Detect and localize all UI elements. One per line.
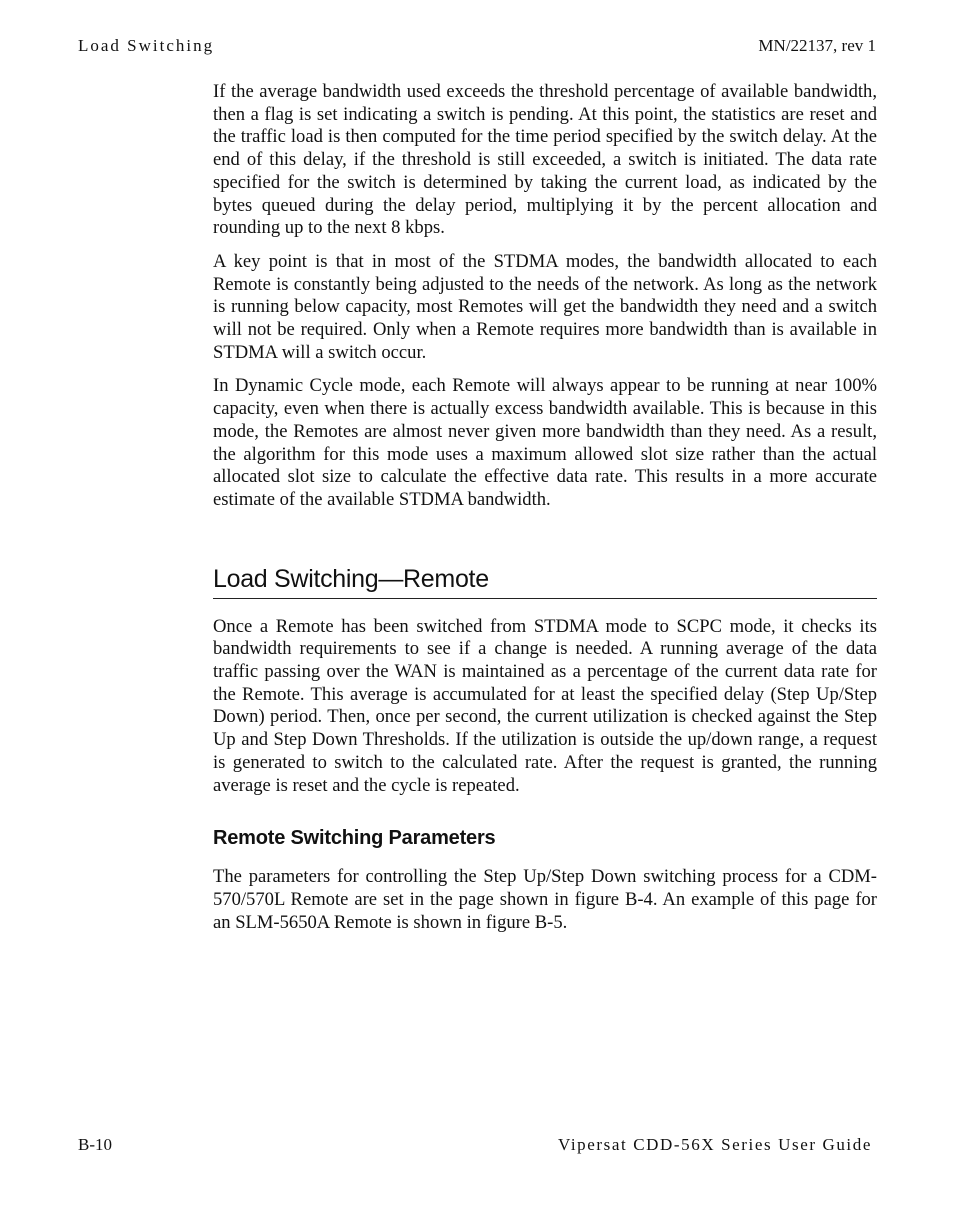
- running-head-section: Load Switching: [78, 36, 215, 55]
- running-head-doc-number: MN/22137, rev 1: [758, 36, 876, 55]
- section-heading-load-switching-remote: Load Switching—Remote: [213, 564, 877, 599]
- subsection-heading-remote-switching-parameters: Remote Switching Parameters: [213, 827, 496, 850]
- paragraph-dynamic-cycle: In Dynamic Cycle mode, each Remote will always appear to be running at near 100% capacity, even when there is actually excess bandwidth available. This is because in this mode, the Remotes are almost never given more bandwidth than they need. As a result, the algorithm for this mode uses a maximum allowed slot size rather than the actual allocated slot size to calculate the effective data rate. This results in a more accurate estimate of the available STDMA bandwidth.: [213, 375, 877, 510]
- page-content: [213, 81, 877, 945]
- page-number: B-10: [78, 1135, 112, 1154]
- paragraph-stdma-key-point: A key point is that in most of the STDMA modes, the bandwidth allocated to each Remote is constantly being adjusted to the needs of the network. As long as the network is running below capacity, most Remotes will get the bandwidth they need and a switch will not be required. Only when a Remote requires more bandwidth than is available in STDMA will a switch occur.: [213, 250, 877, 363]
- footer-doc-title: Vipersat CDD-56X Series User Guide: [558, 1135, 872, 1154]
- paragraph-threshold: If the average bandwidth used exceeds the threshold percentage of available bandwidth, then a flag is set indicating a switch is pending. At this point, the statistics are reset and the traffic load is then computed for the time period specified by the switch delay. At the end of this delay, if the threshold is still exceeded, a switch is initiated. The data rate specified for the switch is determined by taking the current load, as indicated by the bytes queued during the delay period, multiplying it by the percent allocation and rounding up to the next 8 kbps.: [213, 81, 877, 239]
- paragraph-parameters: The parameters for controlling the Step Up/Step Down switching process for a CDM-570/570L Remote are set in the page shown in figure B-4. An example of this page for an SLM-5650A Remote is shown in figure B-5.: [213, 866, 877, 933]
- paragraph-remote-switching: Once a Remote has been switched from STDMA mode to SCPC mode, it checks its bandwidth requirements to see if a change is needed. A running average of the data traffic passing over the WAN is maintained as a percentage of the current data rate for the Remote. This average is accumulated for at least the specified delay (Step Up/Step Down) period. Then, once per second, the current utilization is checked against the Step Up and Step Down Thresholds. If the utilization is outside the up/down range, a request is generated to switch to the calculated rate. After the request is granted, the running average is reset and the cycle is repeated.: [213, 615, 877, 796]
